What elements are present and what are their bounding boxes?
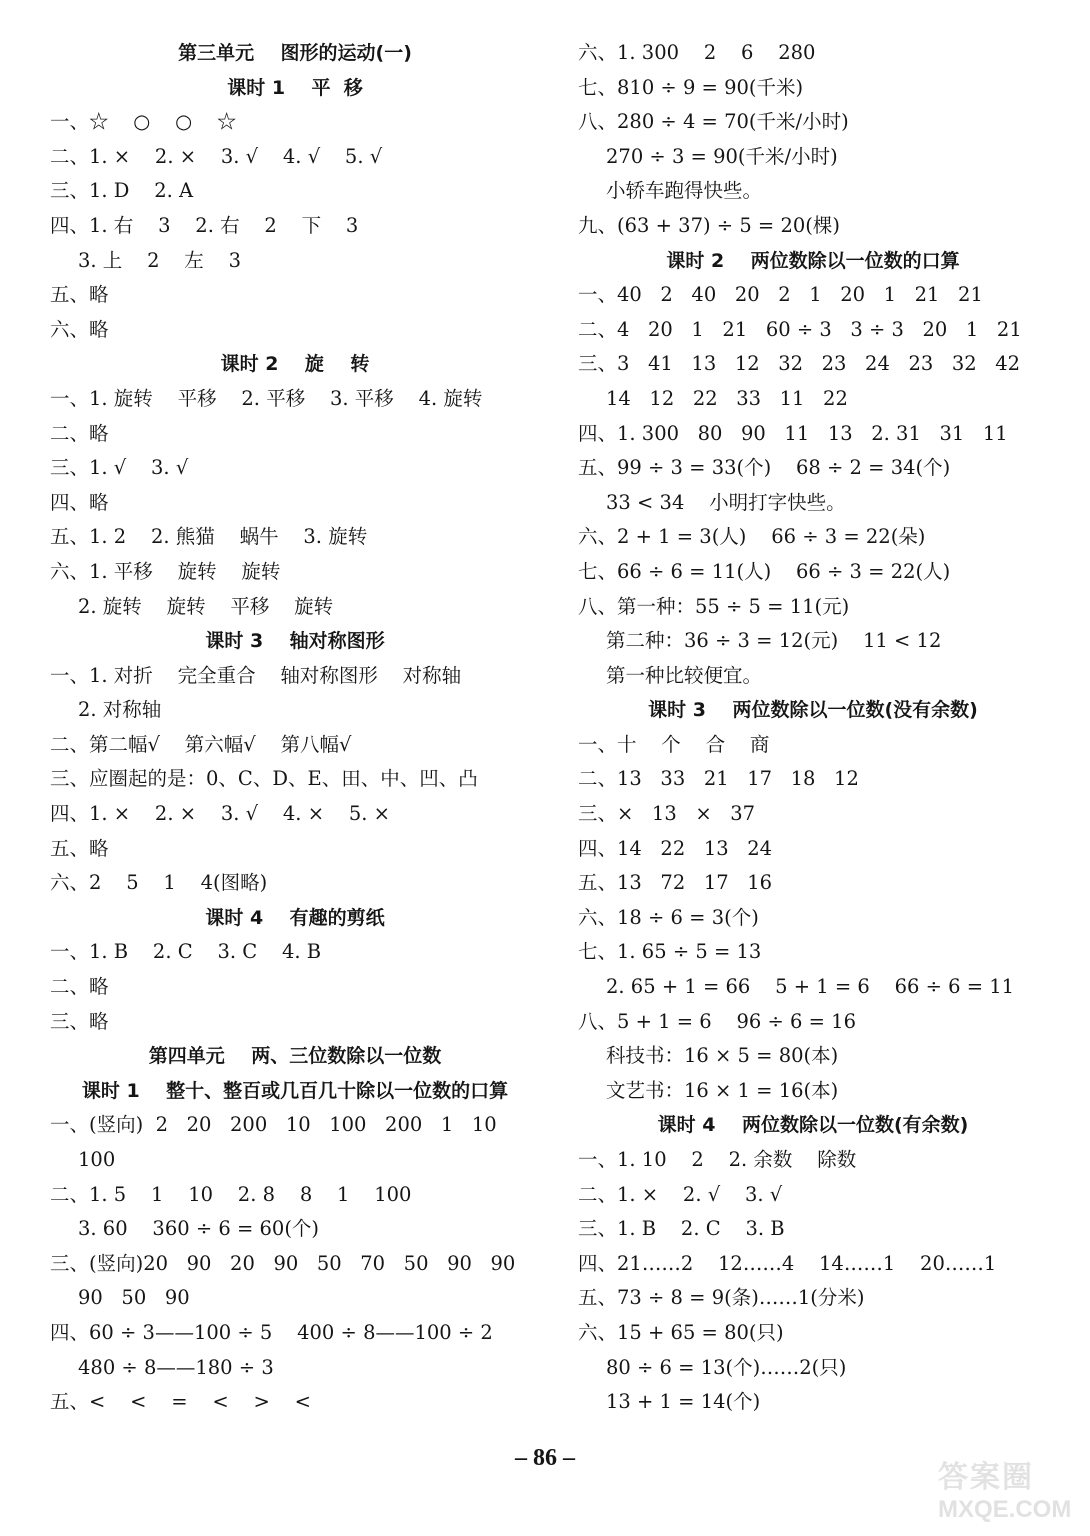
answer-line: 三、3 41 13 12 32 23 24 23 32 42: [578, 352, 1021, 376]
answer-line: 五、73 ÷ 8 = 9(条)……1(分米): [578, 1286, 865, 1310]
answer-line: 三、(竖向)20 90 20 90 50 70 50 90 90: [50, 1251, 516, 1275]
answer-line: 科技书：16 × 5 = 80(本): [606, 1044, 839, 1068]
answer-line: 3. 60 360 ÷ 6 = 60(个): [78, 1217, 320, 1241]
answer-line: 六、18 ÷ 6 = 3(个): [578, 905, 759, 929]
answer-line: 480 ÷ 8——180 ÷ 3: [78, 1355, 274, 1379]
left-column: [50, 36, 540, 1420]
answer-line: 七、1. 65 ÷ 5 = 13: [578, 940, 762, 964]
answer-line: 二、略: [50, 975, 109, 999]
answer-line: 三、1. D 2. A: [50, 179, 194, 203]
watermark-url: MXQE.COM: [938, 1496, 1072, 1523]
answer-line: 一、1. B 2. C 3. C 4. B: [50, 940, 322, 964]
answer-line: 四、1. × 2. × 3. √ 4. × 5. ×: [50, 802, 390, 826]
answer-line: 五、1. 2 2. 熊猫 蜗牛 3. 旋转: [50, 525, 368, 549]
answer-line: 三、略: [50, 1009, 109, 1033]
answer-line: 三、× 13 × 37: [578, 802, 756, 826]
answer-line: 二、4 20 1 21 60 ÷ 3 3 ÷ 3 20 1 21: [578, 317, 1022, 341]
answer-line: 四、60 ÷ 3——100 ÷ 5 400 ÷ 8——100 ÷ 2: [50, 1320, 493, 1344]
answer-line: 五、略: [50, 283, 109, 307]
answer-line: 六、2 + 1 = 3(人) 66 ÷ 3 = 22(朵): [578, 525, 926, 549]
answer-line: 六、略: [50, 317, 109, 341]
answer-line: 四、略: [50, 490, 109, 514]
answer-line: 三、1. B 2. C 3. B: [578, 1217, 785, 1241]
answer-line: 四、1. 300 80 90 11 13 2. 31 31 11: [578, 421, 1008, 445]
answer-line: 六、1. 300 2 6 280: [578, 41, 816, 64]
answer-line: 二、1. × 2. √ 3. √: [578, 1182, 783, 1206]
answer-line: 一、40 2 40 20 2 1 20 1 21 21: [578, 283, 983, 307]
answer-line: 二、1. 5 1 10 2. 8 8 1 100: [50, 1182, 412, 1206]
answer-line: 二、13 33 21 17 18 12: [578, 767, 859, 791]
answer-line: 二、略: [50, 421, 109, 445]
answer-line: 八、5 + 1 = 6 96 ÷ 6 = 16: [578, 1009, 856, 1033]
section-heading: 课时 3 两位数除以一位数(没有余数): [648, 699, 978, 722]
answer-line: 三、1. √ 3. √: [50, 456, 189, 480]
answer-line: 五、99 ÷ 3 = 33(个) 68 ÷ 2 = 34(个): [578, 456, 951, 480]
answer-line: 五、略: [50, 836, 109, 860]
section-heading: 课时 2 两位数除以一位数的口算: [666, 249, 960, 272]
answer-line: 一、1. 10 2 2. 余数 除数: [578, 1148, 857, 1171]
answer-line: 第一种比较便宜。: [606, 663, 763, 687]
answer-line: 七、66 ÷ 6 = 11(人) 66 ÷ 3 = 22(人): [578, 559, 951, 583]
answer-line: 100: [78, 1148, 116, 1171]
answer-line: 七、810 ÷ 9 = 90(千米): [578, 75, 804, 99]
answer-line: 五、< < = < > <: [50, 1390, 312, 1414]
answer-line: 文艺书：16 × 1 = 16(本): [606, 1078, 839, 1102]
answer-line: 一、1. 对折 完全重合 轴对称图形 对称轴: [50, 663, 462, 687]
answer-line: 四、1. 右 3 2. 右 2 下 3: [50, 213, 359, 237]
answer-line: 2. 65 + 1 = 66 5 + 1 = 6 66 ÷ 6 = 11: [606, 975, 1015, 999]
answer-line: 四、21……2 12……4 14……1 20……1: [578, 1251, 997, 1275]
answer-line: 一、十 个 合 商: [578, 732, 770, 756]
section-heading: 课时 4 两位数除以一位数(有余数): [657, 1114, 969, 1137]
answer-line: 80 ÷ 6 = 13(个)……2(只): [606, 1355, 847, 1379]
answer-line: 八、280 ÷ 4 = 70(千米/小时): [578, 110, 849, 134]
answer-line: 三、应圈起的是：0、C、D、E、田、中、凹、凸: [50, 767, 478, 791]
answer-line: 四、14 22 13 24: [578, 836, 773, 860]
answer-line: 八、第一种：55 ÷ 5 = 11(元): [578, 594, 850, 618]
answer-line: 小轿车跑得快些。: [606, 179, 763, 203]
answer-line: 270 ÷ 3 = 90(千米/小时): [606, 144, 838, 168]
watermark-logo: [938, 1460, 1078, 1530]
watermark-text: 答案圈: [938, 1460, 1034, 1495]
answer-line: 六、15 + 65 = 80(只): [578, 1320, 784, 1344]
section-heading: 课时 1 整十、整百或几百几十除以一位数的口算: [81, 1079, 509, 1102]
answer-line: 3. 上 2 左 3: [78, 248, 241, 272]
section-heading: 课时 1 平 移: [227, 76, 363, 99]
answer-line: 六、2 5 1 4(图略): [50, 871, 268, 895]
answer-line: 六、1. 平移 旋转 旋转: [50, 559, 281, 583]
answer-line: 二、第二幅√ 第六幅√ 第八幅√: [50, 732, 352, 756]
section-heading: 课时 3 轴对称图形: [205, 630, 385, 653]
right-column: [578, 36, 1048, 1420]
section-heading: 第三单元 图形的运动(一): [178, 42, 412, 64]
answer-line: 13 + 1 = 14(个): [606, 1390, 761, 1414]
answer-line: 九、(63 + 37) ÷ 5 = 20(棵): [578, 213, 840, 237]
answer-line: 14 12 22 33 11 22: [606, 386, 848, 410]
answer-line: 一、1. 旋转 平移 2. 平移 3. 平移 4. 旋转: [50, 386, 483, 410]
answer-line: 五、13 72 17 16: [578, 871, 773, 895]
answer-line: 90 50 90: [78, 1286, 190, 1310]
answer-line: 33 < 34 小明打字快些。: [606, 490, 846, 514]
answer-line: 2. 旋转 旋转 平移 旋转: [78, 594, 334, 618]
section-heading: 第四单元 两、三位数除以一位数: [148, 1045, 442, 1068]
section-heading: 课时 4 有趣的剪纸: [205, 906, 385, 929]
answer-line: 一、(竖向) 2 20 200 10 100 200 1 10: [50, 1113, 497, 1137]
answer-line: 2. 对称轴: [78, 698, 162, 722]
answer-line: 一、☆ ○ ○ ☆: [50, 110, 237, 134]
answer-line: 第二种：36 ÷ 3 = 12(元) 11 < 12: [606, 629, 942, 653]
section-heading: 课时 2 旋 转: [220, 353, 370, 376]
page-number: – 86 –: [515, 1445, 575, 1471]
answer-line: 二、1. × 2. × 3. √ 4. √ 5. √: [50, 144, 383, 168]
